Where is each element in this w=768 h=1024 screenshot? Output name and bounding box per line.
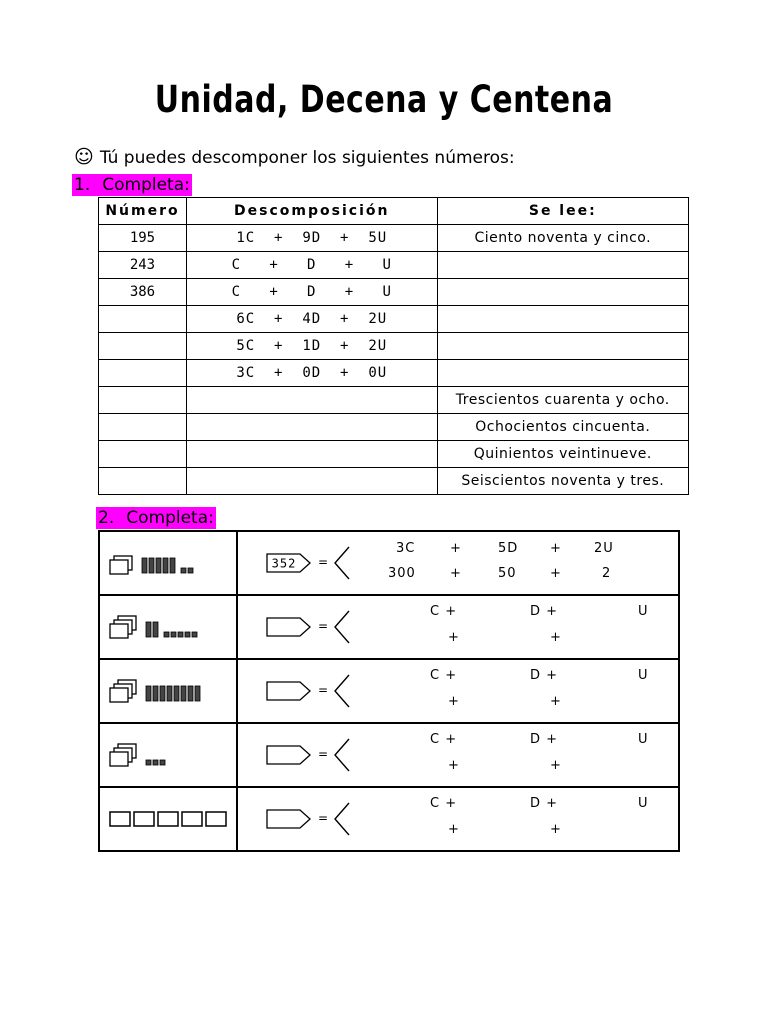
blocks-row (99, 595, 679, 659)
decomposition-cell (237, 787, 679, 851)
line1-text: C + (430, 604, 458, 619)
blocks-cell (99, 531, 237, 595)
blocks-cell (99, 595, 237, 659)
cell-descomposicion[interactable] (186, 441, 437, 468)
blocks-row (99, 787, 679, 851)
cell-numero[interactable] (99, 333, 187, 360)
unit-cube-icon (188, 568, 193, 573)
cell-descomposicion[interactable]: 6C + 4D + 2U (186, 306, 437, 333)
cell-numero[interactable] (99, 441, 187, 468)
ten-rod-icon (146, 686, 151, 701)
blocks-cell (99, 723, 237, 787)
bracket-icon (332, 545, 352, 581)
cell-descomposicion[interactable]: C + D + U (186, 252, 437, 279)
cell-descomposicion[interactable] (186, 387, 437, 414)
unit-cube-icon (153, 760, 158, 765)
page-title: Unidad, Decena y Centena (154, 78, 614, 122)
line1-text: D + (530, 796, 559, 811)
decomposition-table (98, 197, 689, 495)
unit-cube-icon (192, 632, 197, 637)
blocks-row (99, 659, 679, 723)
line1-text: U (638, 732, 649, 747)
hundred-flat-icon (134, 812, 154, 826)
equals-sign: = (318, 683, 329, 697)
cell-se-lee[interactable] (437, 333, 688, 360)
line1-text: D + (530, 732, 559, 747)
line2-text: 2 (602, 566, 612, 581)
line2-text: + (550, 758, 562, 773)
ten-rod-icon (181, 686, 186, 701)
bracket-icon (332, 737, 352, 773)
bracket-icon (332, 609, 352, 645)
cell-descomposicion[interactable] (186, 468, 437, 495)
base-ten-blocks-icon (108, 676, 236, 710)
base-ten-blocks-icon (108, 740, 236, 774)
ten-rod-icon (146, 622, 151, 637)
number-tag-icon[interactable] (266, 745, 312, 765)
line2-text: + (448, 630, 460, 645)
line2-text: + (550, 694, 562, 709)
line2-text: + (550, 566, 562, 581)
cell-se-lee[interactable] (437, 252, 688, 279)
cell-numero[interactable] (99, 360, 187, 387)
cell-se-lee[interactable]: Ochocientos cincuenta. (437, 414, 688, 441)
cell-se-lee[interactable] (437, 306, 688, 333)
equals-sign: = (318, 555, 329, 569)
line2-text: + (550, 822, 562, 837)
number-tag-value: 352 (271, 556, 297, 571)
ten-rod-icon (170, 558, 175, 573)
cell-descomposicion[interactable]: 1C + 9D + 5U (186, 225, 437, 252)
line1-text: + (450, 541, 462, 556)
cell-se-lee[interactable]: Ciento noventa y cinco. (437, 225, 688, 252)
table-row (99, 387, 689, 414)
line2-text: + (448, 758, 460, 773)
line2-text: + (448, 694, 460, 709)
line2-text: + (550, 630, 562, 645)
table-row (99, 441, 689, 468)
cell-numero[interactable] (99, 414, 187, 441)
line1-text: C + (430, 668, 458, 683)
table-row (99, 225, 689, 252)
hundreds-stack-icon (110, 616, 136, 638)
unit-cube-icon (171, 632, 176, 637)
section1-heading (72, 174, 192, 196)
line1-text: + (550, 541, 562, 556)
base-ten-blocks-icon (108, 612, 236, 646)
section2-number: 2. (98, 508, 115, 528)
ten-rod-icon (167, 686, 172, 701)
decomposition-cell (237, 531, 679, 595)
number-tag-icon[interactable] (266, 553, 312, 573)
cell-se-lee[interactable]: Seiscientos noventa y tres. (437, 468, 688, 495)
blocks-cell (99, 787, 237, 851)
ten-rod-icon (156, 558, 161, 573)
table-row (99, 279, 689, 306)
ten-rod-icon (160, 686, 165, 701)
section1-label: Completa: (102, 175, 190, 195)
hundred-flat-icon (206, 812, 226, 826)
section2-heading (96, 507, 216, 529)
table-row (99, 252, 689, 279)
line2-text: + (450, 566, 462, 581)
hundreds-stack-icon (110, 556, 132, 574)
line1-text: D + (530, 668, 559, 683)
section2-label: Completa: (126, 508, 214, 528)
smiley-icon: ☺ (74, 146, 94, 168)
table-row (99, 414, 689, 441)
cell-se-lee[interactable]: Quinientos veintinueve. (437, 441, 688, 468)
bracket-icon (332, 801, 352, 837)
hundred-flat-icon (110, 812, 130, 826)
equals-sign: = (318, 811, 329, 825)
number-tag-icon[interactable] (266, 681, 312, 701)
bracket-icon (332, 673, 352, 709)
cell-se-lee[interactable] (437, 360, 688, 387)
hundreds-stack-icon (110, 680, 136, 702)
cell-descomposicion[interactable]: C + D + U (186, 279, 437, 306)
header-descomposicion: Descomposición (186, 198, 437, 225)
line1-text: U (638, 604, 649, 619)
blocks-row (99, 531, 679, 595)
cell-descomposicion[interactable] (186, 414, 437, 441)
equals-sign: = (318, 619, 329, 633)
ten-rod-icon (142, 558, 147, 573)
ten-rod-icon (163, 558, 168, 573)
line1-text: C + (430, 796, 458, 811)
cell-se-lee[interactable] (437, 279, 688, 306)
section1-number: 1. (74, 175, 91, 195)
cell-numero[interactable] (99, 306, 187, 333)
line1-text: 5D (498, 541, 519, 556)
hundred-flat-icon (158, 812, 178, 826)
unit-cube-icon (146, 760, 151, 765)
ten-rod-icon (174, 686, 179, 701)
base-ten-blocks-icon (108, 548, 236, 582)
decomposition-cell (237, 723, 679, 787)
line2-text: 50 (498, 566, 517, 581)
ten-rod-icon (195, 686, 200, 701)
hundreds-stack-icon (110, 744, 136, 766)
intro-text (74, 146, 515, 168)
unit-cube-icon (164, 632, 169, 637)
line1-text: U (638, 668, 649, 683)
ten-rod-icon (153, 622, 158, 637)
number-tag-icon[interactable] (266, 617, 312, 637)
line2-text: + (448, 822, 460, 837)
cell-numero[interactable] (99, 387, 187, 414)
table-row (99, 306, 689, 333)
unit-cube-icon (181, 568, 186, 573)
table-row (99, 333, 689, 360)
cell-descomposicion[interactable]: 5C + 1D + 2U (186, 333, 437, 360)
number-tag-icon[interactable] (266, 809, 312, 829)
unit-cube-icon (178, 632, 183, 637)
cell-numero[interactable]: 243 (99, 252, 187, 279)
table-header-row (99, 198, 689, 225)
cell-numero[interactable]: 386 (99, 279, 187, 306)
line1-text: 3C (396, 541, 416, 556)
table-row (99, 468, 689, 495)
base-ten-blocks-icon (108, 804, 236, 838)
equals-sign: = (318, 747, 329, 761)
decomposition-cell (237, 659, 679, 723)
decomposition-cell (237, 595, 679, 659)
header-numero: Número (99, 198, 187, 225)
line1-text: D + (530, 604, 559, 619)
blocks-table (98, 530, 680, 852)
ten-rod-icon (149, 558, 154, 573)
table-row (99, 360, 689, 387)
line1-text: U (638, 796, 649, 811)
unit-cube-icon (185, 632, 190, 637)
header-se-lee: Se lee: (437, 198, 688, 225)
line1-text: 2U (594, 541, 614, 556)
cell-numero[interactable] (99, 468, 187, 495)
intro-label: Tú puedes descomponer los siguientes números: (99, 148, 515, 168)
unit-cube-icon (160, 760, 165, 765)
line1-text: C + (430, 732, 458, 747)
cell-se-lee[interactable]: Trescientos cuarenta y ocho. (437, 387, 688, 414)
cell-numero[interactable]: 195 (99, 225, 187, 252)
ten-rod-icon (188, 686, 193, 701)
line2-text: 300 (388, 566, 416, 581)
blocks-cell (99, 659, 237, 723)
blocks-row (99, 723, 679, 787)
hundred-flat-icon (182, 812, 202, 826)
ten-rod-icon (153, 686, 158, 701)
cell-descomposicion[interactable]: 3C + 0D + 0U (186, 360, 437, 387)
